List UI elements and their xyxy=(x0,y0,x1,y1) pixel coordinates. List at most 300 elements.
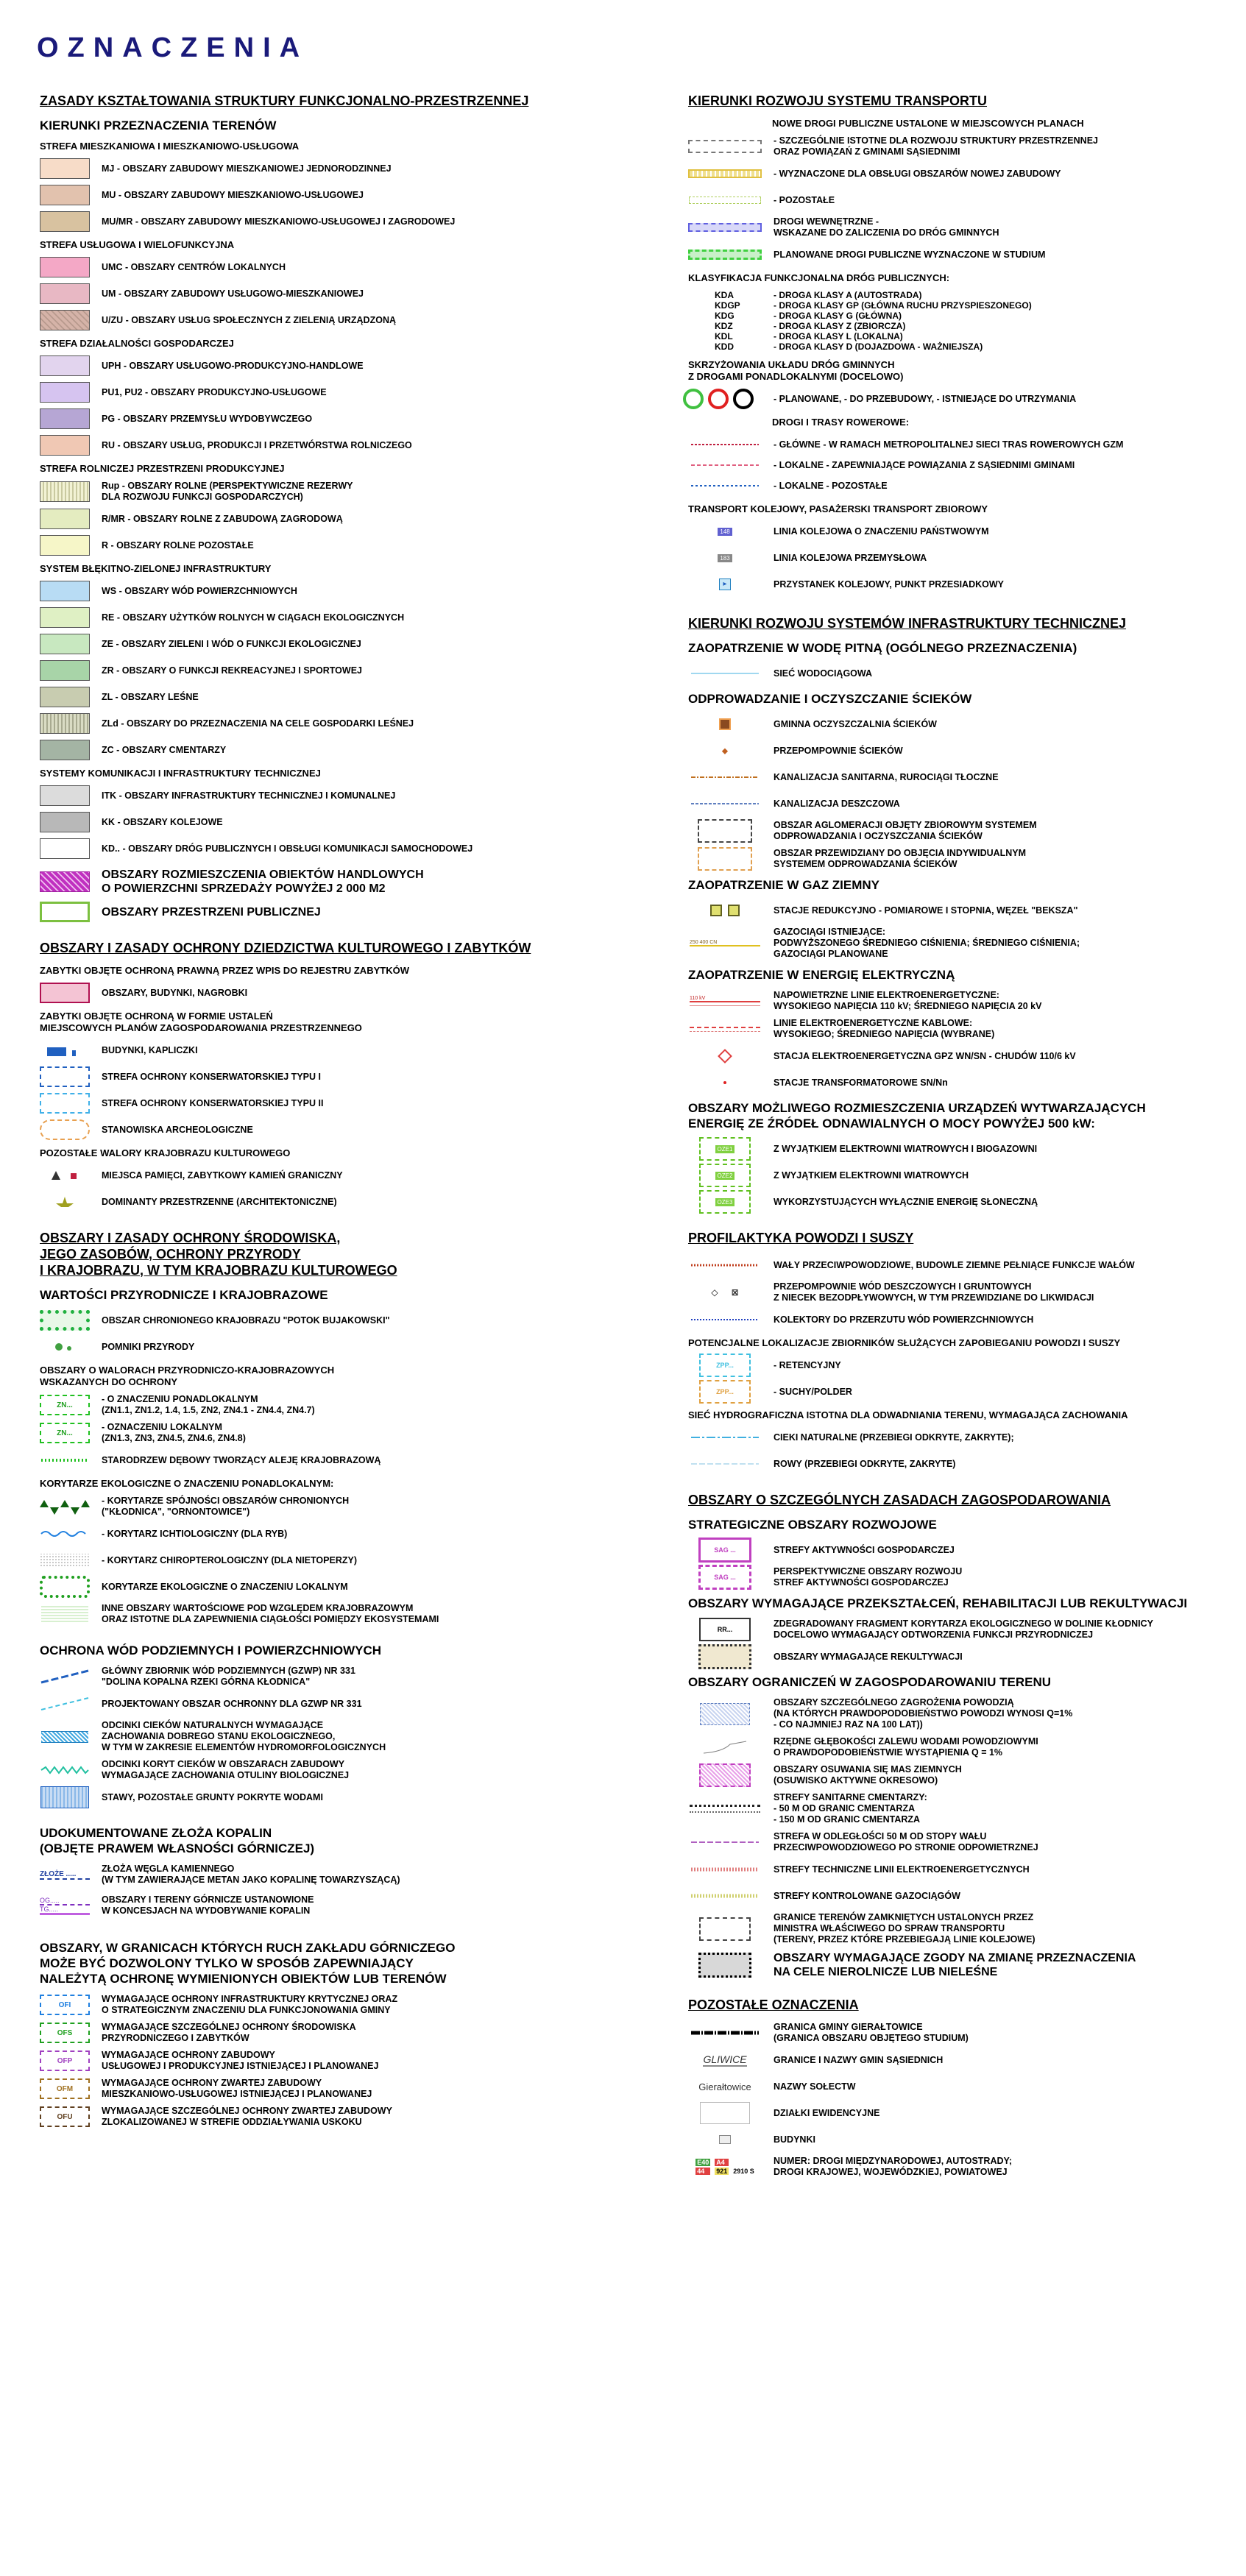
gas-pipelines-label: GAZOCIĄGI ISTNIEJĄCE: PODWYŻSZONEGO ŚREDNIEGO CIŚNIENIA; ŚREDNIEGO CIŚNIENIA; GAZOCIĄGI PLANOWANE xyxy=(774,927,1080,959)
protected-landscape-label: OBSZAR CHRONIONEGO KRAJOBRAZU "POTOK BUJAKOWSKI" xyxy=(102,1314,390,1326)
new-road-2-symbol xyxy=(688,190,762,210)
rr-code: RR... xyxy=(699,1618,751,1641)
gas-stations-label: STACJE REDUKCYJNO - POMIAROWE I STOPNIA, WĘZEŁ "BEKSZA" xyxy=(774,905,1078,916)
section-infrastructure: KIERUNKI ROZWOJU SYSTEMÓW INFRASTRUKTURY TECHNICZNEJ xyxy=(688,616,1127,631)
blue-green-3-row xyxy=(40,660,629,681)
economic-1-label: PU1, PU2 - OBSZARY PRODUKCYJNO-USŁUGOWE xyxy=(102,386,327,397)
landscape-area-0-row xyxy=(40,1394,629,1416)
sewage-2-row xyxy=(688,767,1225,788)
economic-2-row xyxy=(40,408,629,429)
other-0-symbol xyxy=(688,2023,762,2043)
services-0-swatch xyxy=(40,257,90,277)
subsection-land-use: KIERUNKI PRZEZNACZENIA TERENÓW xyxy=(40,118,277,132)
sewage-4-label: OBSZAR AGLOMERACJI OBJĘTY ZBIOROWYM SYSTEMEM ODPROWADZANIA I OCZYSZCZANIA ŚCIEKÓW xyxy=(774,820,1037,841)
restriction-1-label: RZĘDNE GŁĘBOKOŚCI ZALEWU WODAMI POWODZIOWYMI O PRAWDOPODOBIEŃSTWIE WYSTĄPIENIA Q = 1% xyxy=(774,1736,1038,1758)
natural-streams-row xyxy=(688,1427,1225,1448)
other-4-label: BUDYNKI xyxy=(774,2134,815,2145)
bike-route-0-label: - GŁÓWNE - W RAMACH METROPOLITALNEJ SIECI TRAS ROWEROWYCH GZM xyxy=(774,439,1124,450)
agricultural-2-swatch xyxy=(40,535,90,556)
road-class-table xyxy=(715,290,1225,352)
public-space-swatch xyxy=(40,902,90,922)
mining-protection-4-row xyxy=(40,2106,629,2128)
eco-corridor-0-label: - KORYTARZE SPÓJNOŚCI OBSZARÓW CHRONIONYCH ("KŁODNICA", "ORNONTOWICE") xyxy=(102,1496,350,1517)
sewage-1-label: PRZEPOMPOWNIE ŚCIEKÓW xyxy=(774,745,903,756)
coal-deposit-label: ZŁOŻA WĘGLA KAMIENNEGO (W TYM ZAWIERAJĄCE METAN JAKO KOPALINĘ TOWARZYSZĄCĄ) xyxy=(102,1864,400,1885)
star-icon xyxy=(54,1196,76,1208)
gpz-icon xyxy=(718,1049,732,1064)
new-road-1-label: - WYZNACZONE DLA OBSŁUGI OBSZARÓW NOWEJ ZABUDOWY xyxy=(774,168,1061,179)
restriction-5-symbol xyxy=(688,1859,762,1880)
agricultural-1-label: R/MR - OBSZARY ROLNE Z ZABUDOWĄ ZAGRODOWĄ xyxy=(102,513,343,524)
reservoir-1-label: - SUCHY/POLDER xyxy=(774,1386,852,1397)
transformer-stations-row xyxy=(688,1072,1225,1093)
residential-1-row xyxy=(40,185,629,205)
other-3-symbol xyxy=(688,2103,762,2123)
services-1-label: UM - OBSZARY ZABUDOWY USŁUGOWO-MIESZKANIOWEJ xyxy=(102,288,364,299)
sewage-1-row xyxy=(688,740,1225,761)
renewable-0-label: Z WYJĄTKIEM ELEKTROWNI WIATROWYCH I BIOGAZOWNI xyxy=(774,1143,1038,1154)
blue-green-4-row xyxy=(40,687,629,707)
rail-industrial-code: 183 xyxy=(718,554,732,562)
road-class-code: KDG xyxy=(715,311,734,321)
blue-green-5-row xyxy=(40,713,629,734)
restriction-4-symbol xyxy=(688,1832,762,1853)
other-5-symbol xyxy=(688,2156,762,2177)
restriction-7-row xyxy=(688,1912,1225,1945)
water-network-symbol xyxy=(688,663,762,684)
sag-code: SAG ... xyxy=(698,1538,751,1563)
transformer-stations-label: STACJE TRANSFORMATOROWE SN/Nn xyxy=(774,1077,948,1088)
new-road-3-label: DROGI WEWNĘTRZNE - WSKAZANE DO ZALICZENIA DO DRÓG GMINNYCH xyxy=(774,216,999,238)
economic-1-swatch xyxy=(40,382,90,403)
group-eco-corridors: KORYTARZE EKOLOGICZNE O ZNACZENIU PONADLOKALNYM: xyxy=(40,1478,334,1489)
mining-protection-1-label: WYMAGAJĄCE SZCZEGÓLNEJ OCHRONY ŚRODOWISKA PRZYRODNICZEGO I ZABYTKÓW xyxy=(102,2022,356,2043)
group-bike-routes: DROGI I TRASY ROWEROWE: xyxy=(772,417,910,428)
sag-0-row xyxy=(688,1540,1225,1560)
water-network-row xyxy=(688,663,1225,684)
other-1-row xyxy=(688,2050,1225,2070)
degraded-corridor-label: ZDEGRADOWANY FRAGMENT KORYTARZA EKOLOGICZNEGO W DOLINIE KŁODNICY DOCELOWO WYMAGAJĄCY ODTWORZENIA FUNKCJI PRZYRODNICZEJ xyxy=(774,1618,1153,1640)
line-icon xyxy=(690,1837,760,1847)
monuments-registered-swatch xyxy=(40,983,90,1003)
road-e-num: E40 xyxy=(697,2159,709,2166)
sewage-2-symbol xyxy=(688,767,762,788)
road-class-desc: - DROGA KLASY A (AUTOSTRADA) xyxy=(774,290,922,300)
group-new-roads: NOWE DROGI PUBLICZNE USTALONE W MIEJSCOWYCH PLANACH xyxy=(772,118,1084,129)
residential-0-swatch xyxy=(40,158,90,179)
gas-pipelines-row xyxy=(688,927,1225,960)
power-cables-label: LINIE ELEKTROENERGETYCZNE KABLOWE: WYSOKIEGO; ŚREDNIEGO NAPIĘCIA (WYBRANE) xyxy=(774,1018,995,1039)
group-road-classes: KLASYFIKACJA FUNKCJONALNA DRÓG PUBLICZNYCH: xyxy=(688,272,950,283)
sewage-5-symbol xyxy=(688,849,762,869)
road-county-num: 2910 S xyxy=(733,2168,754,2175)
flood-0-symbol xyxy=(688,1255,762,1275)
rail-2-row xyxy=(688,574,1225,595)
gpz-station-row xyxy=(688,1046,1225,1066)
group-cultural-landscape: POZOSTAŁE WALORY KRAJOBRAZU KULTUROWEGO xyxy=(40,1147,291,1158)
water-protection-4-symbol xyxy=(40,1787,90,1808)
renewable-1-row xyxy=(688,1165,1225,1186)
landmarks-row xyxy=(40,1192,629,1212)
flood-1-symbol xyxy=(688,1282,762,1303)
communication-1-swatch xyxy=(40,812,90,832)
protection-code: OFU xyxy=(57,2112,73,2121)
pump-icon: ⬥ xyxy=(721,745,729,756)
blue-green-1-label: RE - OBSZARY UŻYTKÓW ROLNYCH W CIĄGACH EKOLOGICZNYCH xyxy=(102,612,405,623)
other-1-label: GRANICE I NAZWY GMIN SĄSIEDNICH xyxy=(774,2054,944,2065)
gas-station-icon xyxy=(710,905,722,916)
bike-route-1-symbol xyxy=(688,455,762,475)
corridor-triangles-icon xyxy=(40,1497,90,1516)
new-road-1-symbol xyxy=(688,163,762,184)
subsection-gas: ZAOPATRZENIE W GAZ ZIEMNY xyxy=(688,878,880,892)
agricultural-0-label: Rup - OBSZARY ROLNE (PERSPEKTYWICZNE REZERWY DLA ROZWOJU FUNKCJI GOSPODARCZYCH) xyxy=(102,481,353,502)
intersections-row xyxy=(688,389,1225,409)
gas-pipelines-symbol xyxy=(688,933,762,954)
monuments-registered-label: OBSZARY, BUDYNKI, NAGROBKI xyxy=(102,987,248,998)
heritage-2-row xyxy=(40,1093,629,1114)
restriction-3-symbol xyxy=(688,1799,762,1819)
landmarks-symbol xyxy=(40,1192,90,1212)
landscape-area-1-row xyxy=(40,1422,629,1444)
legend-title: OZNACZENIA xyxy=(37,32,309,63)
restriction-5-row xyxy=(688,1859,1225,1880)
rail-stop-icon: ▸ xyxy=(719,578,731,590)
blue-green-4-label: ZL - OBSZARY LEŚNE xyxy=(102,691,199,702)
reservoir-1-row xyxy=(688,1381,1225,1402)
new-road-4-symbol xyxy=(688,244,762,265)
eco-corridor-0-symbol xyxy=(40,1496,90,1517)
sewage-3-symbol xyxy=(688,793,762,814)
agricultural-0-swatch xyxy=(40,481,90,502)
new-road-3-row xyxy=(688,216,1225,238)
flood-0-label: WAŁY PRZECIWPOWODZIOWE, BUDOWLE ZIEMNE PEŁNIĄCE FUNKCJE WAŁÓW xyxy=(774,1259,1135,1270)
oak-alley-label: STARODRZEW DĘBOWY TWORZĄCY ALEJĘ KRAJOBRAZOWĄ xyxy=(102,1454,381,1465)
reclamation-row xyxy=(688,1646,1225,1667)
restriction-6-row xyxy=(688,1886,1225,1906)
heritage-buildings-label: BUDYNKI, KAPLICZKI xyxy=(102,1044,198,1055)
other-2-row xyxy=(688,2076,1225,2097)
blue-green-2-label: ZE - OBSZARY ZIELENI I WÓD O FUNKCJI EKOLOGICZNEJ xyxy=(102,638,361,649)
water-protection-0-label: GŁÓWNY ZBIORNIK WÓD PODZIEMNYCH (GZWP) NR 331 "DOLINA KOPALNA RZEKI GÓRNA KŁODNICA" xyxy=(102,1666,355,1687)
eco-corridor-2-label: - KORYTARZ CHIROPTEROLOGICZNY (DLA NIETOPERZY) xyxy=(102,1554,357,1565)
transformer-stations-symbol xyxy=(688,1072,762,1093)
sag-0-label: STREFY AKTYWNOŚCI GOSPODARCZEJ xyxy=(774,1544,955,1555)
gas-code: 250 400 CN xyxy=(690,940,718,945)
communication-2-row xyxy=(40,838,629,859)
heritage-1-row xyxy=(40,1066,629,1087)
ditches-label: ROWY (PRZEBIEGI ODKRYTE, ZAKRYTE) xyxy=(774,1458,956,1469)
restriction-3-label: STREFY SANITARNE CMENTARZY: - 50 M OD GRANIC CMENTARZA - 150 M OD GRANIC CMENTARZA xyxy=(774,1792,927,1825)
power-lines-row xyxy=(688,990,1225,1012)
flood-1-row xyxy=(688,1281,1225,1303)
road-class-desc: - DROGA KLASY GP (GŁÓWNA RUCHU PRZYSPIESZONEGO) xyxy=(774,300,1032,311)
rebuild-circle-icon xyxy=(708,389,729,409)
sag-1-label: PERSPEKTYWICZNE OBSZARY ROZWOJU STREF AKTYWNOŚCI GOSPODARCZEJ xyxy=(774,1566,963,1588)
restriction-4-label: STREFA W ODLEGŁOŚCI 50 M OD STOPY WAŁU PRZECIWPOWODZIOWEGO PO STRONIE ODPOWIETRZNEJ xyxy=(774,1831,1038,1853)
nature-monuments-label: POMNIKI PRZYRODY xyxy=(102,1341,195,1352)
eco-corridor-4-row xyxy=(40,1603,629,1625)
agricultural-2-label: R - OBSZARY ROLNE POZOSTAŁE xyxy=(102,539,254,551)
heritage-buildings-row xyxy=(40,1040,629,1061)
restriction-0-row xyxy=(688,1697,1225,1730)
mining-protection-2-swatch xyxy=(40,2050,90,2071)
nature-monuments-row xyxy=(40,1337,629,1357)
sewage-2-label: KANALIZACJA SANITARNA, RUROCIĄGI TŁOCZNE xyxy=(774,771,999,782)
protection-code: OFM xyxy=(56,2084,74,2093)
group-reservoirs: POTENCJALNE LOKALIZACJE ZBIORNIKÓW SŁUŻĄCYCH ZAPOBIEGANIU POWODZI I SUSZY xyxy=(688,1337,1121,1348)
residential-1-label: MU - OBSZARY ZABUDOWY MIESZKANIOWO-USŁUGOWEJ xyxy=(102,189,364,200)
reclamation-label: OBSZARY WYMAGAJĄCE REKULTYWACJI xyxy=(774,1651,963,1662)
water-protection-3-row xyxy=(40,1759,629,1781)
retail-areas-row xyxy=(40,868,629,896)
rail-1-label: LINIA KOLEJOWA PRZEMYSŁOWA xyxy=(774,552,927,563)
new-road-2-label: - POZOSTAŁE xyxy=(774,194,835,205)
gas-node-icon xyxy=(728,905,740,916)
gpz-station-symbol xyxy=(688,1046,762,1066)
water-protection-2-symbol xyxy=(40,1727,90,1747)
renewable-1-symbol xyxy=(688,1165,762,1186)
group-rail: TRANSPORT KOLEJOWY, PASAŻERSKI TRANSPORT ZBIOROWY xyxy=(688,503,988,514)
services-0-label: UMC - OBSZARY CENTRÓW LOKALNYCH xyxy=(102,261,286,272)
mining-protection-2-label: WYMAGAJĄCE OCHRONY ZABUDOWY USŁUGOWEJ I PRODUKCYJNEJ ISTNIEJĄCEJ I PLANOWANEJ xyxy=(102,2050,379,2071)
memorials-label: MIEJSCA PAMIĘCI, ZABYTKOWY KAMIEŃ GRANICZNY xyxy=(102,1170,343,1181)
landscape-area-0-swatch xyxy=(40,1395,90,1415)
power-lines-symbol xyxy=(688,991,762,1011)
blue-green-6-label: ZC - OBSZARY CMENTARZY xyxy=(102,744,227,755)
sewage-3-row xyxy=(688,793,1225,814)
subsection-mining-restrictions: OBSZARY, W GRANICACH KTÓRYCH RUCH ZAKŁADU GÓRNICZEGO MOŻE BYĆ DOZWOLONY TYLKO W SPOSÓB ZAPEWNIAJĄCY NALEŻYTĄ OCHRONĘ WYMIENIONYCH OBIEKTÓW LUB TERENÓW xyxy=(40,1941,456,1986)
bike-route-0-symbol xyxy=(688,434,762,455)
agricultural-0-row xyxy=(40,481,629,503)
restriction-1-symbol xyxy=(688,1737,762,1758)
renewable-2-label: WYKORZYSTUJĄCYCH WYŁĄCZNIE ENERGIĘ SŁONECZNĄ xyxy=(774,1196,1038,1207)
water-protection-1-symbol xyxy=(40,1694,90,1714)
new-road-2-row xyxy=(688,190,1225,210)
heritage-2-swatch xyxy=(40,1093,90,1114)
line-icon xyxy=(690,668,760,679)
section-other: POZOSTAŁE OZNACZENIA xyxy=(688,1998,859,2012)
mining-protection-3-label: WYMAGAJĄCE OCHRONY ZWARTEJ ZABUDOWY MIESZKANIOWO-USŁUGOWEJ ISTNIEJĄCEJ I PLANOWANEJ xyxy=(102,2078,372,2099)
line-icon xyxy=(690,772,760,782)
sewage-4-symbol xyxy=(688,821,762,841)
renewable-2-symbol xyxy=(688,1192,762,1212)
gzwp-projected-icon xyxy=(40,1696,90,1711)
restriction-2-label: OBSZARY OSUWANIA SIĘ MAS ZIEMNYCH (OSUWISKO AKTYWNE OKRESOWO) xyxy=(774,1764,962,1786)
restriction-3-row xyxy=(688,1792,1225,1825)
village-name: Gierałtowice xyxy=(698,2081,751,2092)
other-2-label: NAZWY SOŁECTW xyxy=(774,2081,856,2092)
subsection-sewage: ODPROWADZANIE I OCZYSZCZANIE ŚCIEKÓW xyxy=(688,692,972,706)
depth-line-icon xyxy=(701,1738,749,1756)
new-road-3-symbol xyxy=(688,217,762,238)
subsection-electricity: ZAOPATRZENIE W ENERGIĘ ELEKTRYCZNĄ xyxy=(688,968,955,982)
buffer-icon xyxy=(40,1765,90,1775)
bike-route-2-symbol xyxy=(688,475,762,496)
bike-route-1-row xyxy=(688,455,1225,475)
gpz-station-label: STACJA ELEKTROENERGETYCZNA GPZ WN/SN - CHUDÓW 110/6 kV xyxy=(774,1050,1076,1061)
services-0-row xyxy=(40,257,629,277)
communication-1-label: KK - OBSZARY KOLEJOWE xyxy=(102,816,223,827)
og-code: OG..... xyxy=(40,1897,90,1906)
road-class-desc: - DROGA KLASY G (GŁÓWNA) xyxy=(774,311,902,321)
protected-landscape-swatch xyxy=(40,1310,90,1331)
subsection-water-supply: ZAOPATRZENIE W WODĘ PITNĄ (OGÓLNEGO PRZEZNACZENIA) xyxy=(688,641,1077,655)
oze-code: OZE1 xyxy=(715,1145,735,1153)
line-icon xyxy=(690,460,760,470)
mining-protection-1-row xyxy=(40,2022,629,2044)
oak-alley-row xyxy=(40,1450,629,1471)
pump-liquidate-icon: ⊠ xyxy=(731,1287,739,1298)
gas-stations-row xyxy=(688,900,1225,921)
left-column xyxy=(40,88,629,2134)
oze-code: OZE3 xyxy=(715,1198,735,1206)
power-lines-label: NAPOWIETRZNE LINIE ELEKTROENERGETYCZNE: WYSOKIEGO NAPIĘCIA 110 kV; ŚREDNIEGO NAPIĘCIA 20 kV xyxy=(774,990,1042,1011)
line-icon xyxy=(690,1864,760,1875)
heritage-buildings-symbol xyxy=(40,1040,90,1061)
heritage-3-swatch xyxy=(40,1119,90,1140)
economic-0-label: UPH - OBSZARY USŁUGOWO-PRODUKCYJNO-HANDLOWE xyxy=(102,360,364,371)
building-icon xyxy=(43,1043,87,1058)
landscape-area-1-label: - OZNACZENIU LOKALNYM (ZN1.3, ZN3, ZN4.5, ZN4.6, ZN4.8) xyxy=(102,1422,246,1443)
other-5-row xyxy=(688,2156,1225,2178)
renewable-0-symbol xyxy=(688,1139,762,1159)
group-blue-green: SYSTEM BŁĘKITNO-ZIELONEJ INFRASTRUKTURY xyxy=(40,563,272,574)
flood-1-label: PRZEPOMPOWNIE WÓD DESZCZOWYCH I GRUNTOWYCH Z NIECEK BEZODPŁYWOWYCH, W TYM PRZEWIDZIANE DO LIKWIDACJI xyxy=(774,1281,1094,1303)
restriction-4-row xyxy=(688,1831,1225,1853)
blue-green-3-swatch xyxy=(40,660,90,681)
eco-corridor-3-symbol xyxy=(40,1577,90,1597)
road-class-desc: - DROGA KLASY L (LOKALNA) xyxy=(774,331,903,342)
mining-areas-row xyxy=(40,1892,629,1919)
landscape-area-1-swatch xyxy=(40,1423,90,1443)
services-2-swatch xyxy=(40,310,90,330)
landmarks-label: DOMINANTY PRZESTRZENNE (ARCHITEKTONICZNE) xyxy=(102,1196,337,1207)
section-environment: OBSZARY I ZASADY OCHRONY ŚRODOWISKA, JEGO ZASOBÓW, OCHRONY PRZYRODY I KRAJOBRAZU, W TYM KRAJOBRAZU KULTUROWEGO xyxy=(40,1231,397,1278)
road-regional-num: 921 xyxy=(716,2168,728,2175)
agricultural-1-row xyxy=(40,509,629,529)
subsection-mineral-deposits: UDOKUMENTOWANE ZŁOŻA KOPALIN (OBJĘTE PRAWEM WŁASNOŚCI GÓRNICZEJ) xyxy=(40,1826,315,1855)
economic-2-label: PG - OBSZARY PRZEMYSŁU WYDOBYWCZEGO xyxy=(102,413,313,424)
road-class-desc: - DROGA KLASY Z (ZBIORCZA) xyxy=(774,321,906,331)
sag-0-symbol xyxy=(688,1540,762,1560)
mining-protection-4-swatch xyxy=(40,2106,90,2127)
landscape-area-0-label: - O ZNACZENIU PONADLOKALNYM (ZN1.1, ZN1.2, 1.4, 1.5, ZN2, ZN4.1 - ZN4.4, ZN4.7) xyxy=(102,1394,315,1415)
rail-2-label: PRZYSTANEK KOLEJOWY, PUNKT PRZESIADKOWY xyxy=(774,578,1004,590)
road-class-desc: - DROGA KLASY D (DOJAZDOWA - WAŻNIEJSZA) xyxy=(774,342,983,352)
economic-2-swatch xyxy=(40,408,90,429)
restriction-7-label: GRANICE TERENÓW ZAMKNIĘTYCH USTALONYCH PRZEZ MINISTRA WŁAŚCIWEGO DO SPRAW TRANSPORTU (TERENY, PRZEZ KTÓRE PRZEBIEGAJĄ LINIE KOLEJOWE) xyxy=(774,1912,1036,1945)
oze-code: OZE2 xyxy=(715,1172,735,1180)
line-icon xyxy=(690,1459,760,1469)
other-4-symbol xyxy=(688,2129,762,2150)
right-column xyxy=(688,88,1225,2184)
blue-green-5-swatch xyxy=(40,713,90,734)
eco-corridor-2-symbol xyxy=(40,1550,90,1571)
section-heritage: OBSZARY I ZASADY OCHRONY DZIEDZICTWA KULTUROWEGO I ZABYTKÓW xyxy=(40,941,531,955)
new-road-1-row xyxy=(688,163,1225,184)
communication-0-label: ITK - OBSZARY INFRASTRUKTURY TECHNICZNEJ I KOMUNALNEJ xyxy=(102,790,396,801)
other-3-row xyxy=(688,2103,1225,2123)
bat-corridor-icon xyxy=(40,1552,90,1568)
protection-code: OFP xyxy=(57,2056,73,2065)
services-1-swatch xyxy=(40,283,90,304)
mining-protection-0-row xyxy=(40,1994,629,2016)
intersections-symbol xyxy=(688,389,762,409)
mining-protection-1-swatch xyxy=(40,2023,90,2043)
coal-deposit-symbol xyxy=(40,1864,90,1885)
subsection-restrictions: OBSZARY OGRANICZEŃ W ZAGOSPODAROWANIU TERENU xyxy=(688,1675,1052,1689)
eco-corridor-1-row xyxy=(40,1524,629,1544)
line-icon xyxy=(690,1432,760,1443)
group-residential: STREFA MIESZKANIOWA I MIESZKANIOWO-USŁUGOWA xyxy=(40,141,300,152)
road-national-num: 44 xyxy=(695,2168,710,2175)
water-protection-3-label: ODCINKI KORYT CIEKÓW W OBSZARACH ZABUDOWY WYMAGAJĄCE ZACHOWANIA OTULINY BIOLOGICZNEJ xyxy=(102,1759,350,1780)
existing-circle-icon xyxy=(733,389,754,409)
line-icon xyxy=(690,799,760,809)
eco-corridor-4-symbol xyxy=(40,1604,90,1624)
bike-route-2-label: - LOKALNE - POZOSTAŁE xyxy=(774,480,888,491)
other-1-symbol xyxy=(688,2050,762,2070)
rail-0-row xyxy=(688,521,1225,542)
treatment-plant-icon xyxy=(719,718,731,730)
sag-1-symbol xyxy=(688,1567,762,1588)
natural-streams-label: CIEKI NATURALNE (PRZEBIEGI ODKRYTE, ZAKRYTE); xyxy=(774,1432,1014,1443)
services-2-row xyxy=(40,310,629,330)
rail-national-code: 148 xyxy=(718,528,732,536)
reservoir-0-symbol xyxy=(688,1355,762,1376)
flood-2-symbol xyxy=(688,1309,762,1330)
transformer-icon xyxy=(723,1081,726,1084)
road-a-num: A4 xyxy=(715,2159,729,2166)
fish-corridor-icon xyxy=(40,1529,90,1539)
heritage-1-swatch xyxy=(40,1066,90,1087)
blue-green-6-row xyxy=(40,740,629,760)
other-3-label: DZIAŁKI EWIDENCYJNE xyxy=(774,2107,880,2118)
line-icon xyxy=(40,1455,90,1465)
reservoir-0-label: - RETENCYJNY xyxy=(774,1359,841,1370)
monuments-registered-row xyxy=(40,983,629,1003)
group-plan-monuments: ZABYTKI OBJĘTE OCHRONĄ W FORMIE USTALEŃ MIEJSCOWYCH PLANÓW ZAGOSPODAROWANIA PRZESTRZENNEGO xyxy=(40,1011,362,1033)
line-icon xyxy=(690,1891,760,1901)
water-protection-1-label: PROJEKTOWANY OBSZAR OCHRONNY DLA GZWP NR 331 xyxy=(102,1698,362,1709)
water-protection-0-row xyxy=(40,1666,629,1688)
blue-green-6-swatch xyxy=(40,740,90,760)
communication-0-swatch xyxy=(40,785,90,806)
other-4-row xyxy=(688,2129,1225,2150)
economic-3-swatch xyxy=(40,435,90,456)
sewage-0-label: GMINNA OCZYSZCZALNIA ŚCIEKÓW xyxy=(774,718,937,729)
reservoir-code: ZPP... xyxy=(699,1380,751,1404)
building-small-icon xyxy=(719,2135,731,2144)
public-space-label: OBSZARY PRZESTRZENI PUBLICZNEJ xyxy=(102,905,321,919)
eco-corridor-1-label: - KORYTARZ ICHTIOLOGICZNY (DLA RYB) xyxy=(102,1528,288,1539)
sag-1-row xyxy=(688,1566,1225,1588)
restriction-2-symbol xyxy=(688,1765,762,1786)
coal-deposit-row xyxy=(40,1864,629,1886)
retail-areas-label: OBSZARY ROZMIESZCZENIA OBIEKTÓW HANDLOWYCH O POWIERZCHNI SPRZEDAŻY POWYŻEJ 2 000 M2 xyxy=(102,868,424,895)
landscape-area-code: ZN... xyxy=(57,1429,73,1437)
residential-1-swatch xyxy=(40,185,90,205)
rail-1-symbol xyxy=(688,548,762,568)
subsection-rehabilitation: OBSZARY WYMAGAJĄCE PRZEKSZTAŁCEŃ, REHABILITACJI LUB REKULTYWACJI xyxy=(688,1596,1188,1610)
water-protection-2-label: ODCINKI CIEKÓW NATURALNYCH WYMAGAJĄCE ZACHOWANIA DOBREGO STANU EKOLOGICZNEGO, W TYM W ZAKRESIE ELEMENTÓW HYDROMORFOLOGICZNYCH xyxy=(102,1720,386,1752)
blue-green-5-label: ZLd - OBSZARY DO PRZEZNACZENIA NA CELE GOSPODARKI LEŚNEJ xyxy=(102,718,414,729)
subsection-strategic: STRATEGICZNE OBSZARY ROZWOJOWE xyxy=(688,1518,937,1532)
protection-code: OFI xyxy=(58,2000,71,2009)
water-network-label: SIEĆ WODOCIĄGOWA xyxy=(774,668,873,679)
residential-2-row xyxy=(40,211,629,232)
